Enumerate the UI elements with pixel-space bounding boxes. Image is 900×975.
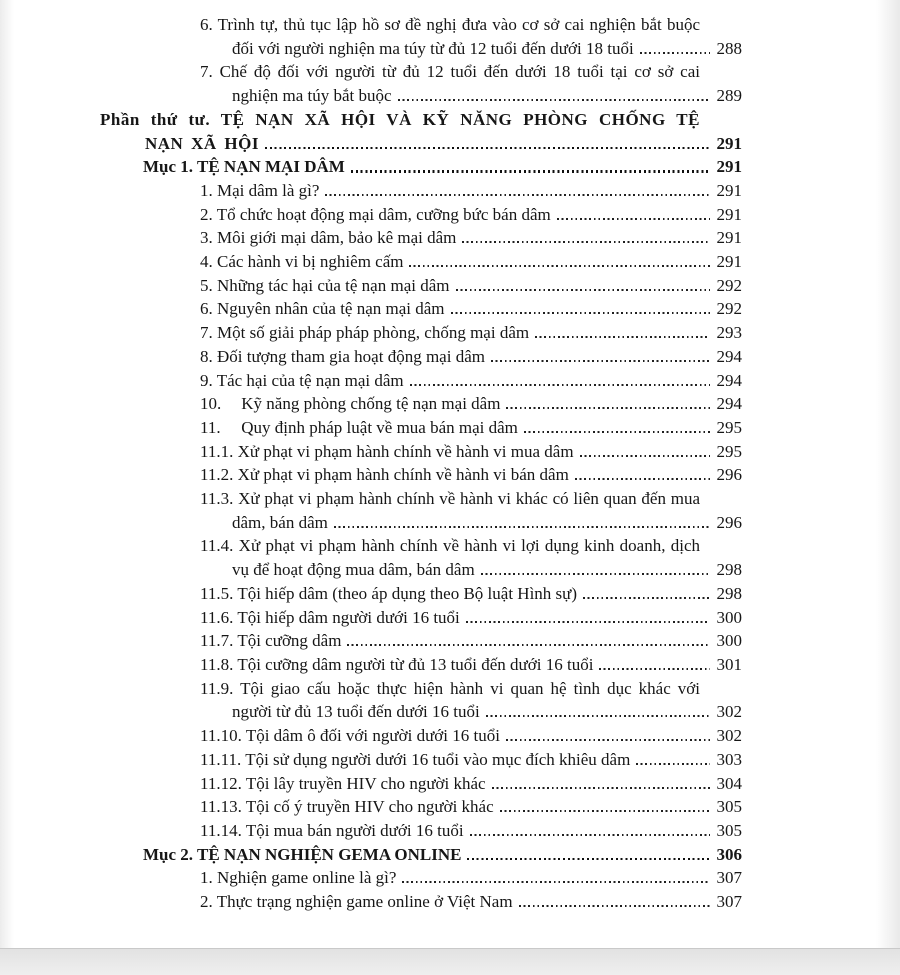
toc-entry [200, 677, 742, 724]
toc-entry [200, 653, 742, 677]
page-number: 291 [716, 204, 742, 224]
toc-entry [200, 748, 742, 772]
page-number: 292 [716, 275, 742, 295]
page-number: 303 [716, 749, 742, 769]
entry-text [200, 772, 742, 796]
entry-title: Tội cưỡng dâm [237, 631, 342, 651]
entry-text [200, 890, 742, 914]
entry-label: Mục 2. [143, 844, 194, 864]
entry-text [200, 748, 742, 772]
dot-leader [351, 170, 710, 172]
dot-leader [640, 52, 710, 54]
entry-title: Chế độ đối với người từ đủ 12 tuổi đến dưới 18 tuổi tại cơ sở cai nghiện ma túy bắt buộc [219, 62, 701, 106]
dot-leader [506, 407, 709, 409]
entry-text [200, 795, 742, 819]
entry-label: 11.1. [200, 441, 234, 461]
entry-text [200, 203, 742, 227]
entry-label: 5. [200, 275, 213, 295]
entry-title: Đối tượng tham gia hoạt động mại dâm [217, 346, 485, 366]
dot-leader [636, 763, 709, 765]
entry-label: 1. [200, 868, 213, 888]
entry-text [200, 866, 742, 890]
toc-entry [100, 108, 742, 155]
entry-title: Xử phạt vi phạm hành chính về hành vi lợi dụng kinh doanh, dịch vụ để hoạt động mua dâm, bán dâm [232, 536, 701, 580]
entry-title: TỆ NẠN NGHIỆN GEMA ONLINE [197, 844, 462, 864]
toc-entry [200, 487, 742, 534]
page-number: 291 [716, 157, 742, 177]
toc-entry [143, 155, 742, 179]
page-number: 295 [716, 441, 742, 461]
entry-title: Quy định pháp luật về mua bán mại dâm [241, 417, 518, 437]
entry-label: 2. [200, 204, 213, 224]
page-number: 289 [716, 86, 742, 106]
dot-leader [481, 573, 710, 575]
entry-label: 11.5. [200, 583, 234, 603]
entry-text [200, 297, 742, 321]
entry-text [200, 416, 742, 440]
entry-text [200, 582, 742, 606]
page-number: 291 [716, 228, 742, 248]
page-edge-right [876, 0, 900, 948]
entry-label: 11.14. [200, 820, 242, 840]
entry-title: Thực trạng nghiện game online ở Việt Nam [216, 892, 513, 912]
toc-entry [200, 274, 742, 298]
page-number: 300 [716, 631, 742, 651]
entry-label: 4. [200, 252, 213, 272]
entry-title: Kỹ năng phòng chống tệ nạn mại dâm [241, 394, 501, 414]
entry-label: 9. [200, 370, 213, 390]
entry-label: 11.10. [200, 726, 242, 746]
page-number: 300 [716, 607, 742, 627]
page-number: 294 [716, 346, 742, 366]
entry-label: 11.3. [200, 489, 234, 509]
entry-title: Tổ chức hoạt động mại dâm, cưỡng bức bán dâm [216, 204, 551, 224]
toc-entry [200, 724, 742, 748]
toc-entry [200, 60, 742, 107]
entry-title: Tội cố ý truyền HIV cho người khác [245, 797, 494, 817]
page-number: 294 [716, 370, 742, 390]
entry-text [200, 274, 742, 298]
entry-title: Tội hiếp dâm người dưới 16 tuổi [237, 607, 460, 627]
entry-label: 11.13. [200, 797, 242, 817]
entry-text [200, 653, 742, 677]
page-number: 307 [716, 892, 742, 912]
entry-text [200, 392, 742, 416]
entry-text [200, 250, 742, 274]
entry-title: Tội giao cấu hoặc thực hiện hành vi quan hệ tình dục khác với người từ đủ 13 tuổi đến dưới 16 tuổi [232, 678, 700, 722]
entry-title: Các hành vi bị nghiêm cấm [217, 252, 404, 272]
page-number: 302 [716, 702, 742, 722]
toc-entry [200, 606, 742, 630]
entry-label: Phần thứ tư. [100, 109, 211, 129]
dot-leader [580, 455, 710, 457]
dot-leader [334, 526, 710, 528]
toc-entry [143, 843, 742, 867]
entry-title: Xử phạt vi phạm hành chính về hành vi khác có liên quan đến mua dâm, bán dâm [232, 489, 700, 532]
entry-label: 2. [200, 892, 213, 912]
entry-label: 7. [200, 62, 213, 82]
entry-label: 6. [200, 299, 213, 319]
entry-label: 10. [200, 394, 222, 414]
dot-leader [402, 881, 709, 883]
page-number: 291 [716, 180, 742, 200]
dot-leader [347, 644, 709, 646]
toc-entry [200, 226, 742, 250]
toc-entry [200, 321, 742, 345]
entry-text [200, 369, 742, 393]
page-number: 296 [716, 512, 742, 532]
dot-leader [557, 218, 710, 220]
entry-text [143, 843, 742, 867]
entry-label: 11.12. [200, 773, 242, 793]
entry-text [143, 155, 742, 179]
toc-entry [200, 179, 742, 203]
entry-title: Những tác hại của tệ nạn mại dâm [217, 275, 450, 295]
dot-leader [491, 360, 710, 362]
toc-entry [200, 890, 742, 914]
entry-title: Môi giới mại dâm, bảo kê mại dâm [217, 228, 457, 248]
entry-title: Xử phạt vi phạm hành chính về hành vi mua dâm [237, 441, 574, 461]
entry-label: 1. [200, 180, 213, 200]
toc-entry [200, 416, 742, 440]
entry-title: Tác hại của tệ nạn mại dâm [216, 370, 404, 390]
entry-label: 11.7. [200, 631, 234, 651]
entry-title: TỆ NẠN XÃ HỘI VÀ KỸ NĂNG PHÒNG CHỐNG TỆ NẠN XÃ HỘI [145, 109, 700, 153]
toc-entry [200, 819, 742, 843]
dot-leader [492, 787, 710, 789]
page-number: 302 [716, 726, 742, 746]
entry-text [200, 345, 742, 369]
entry-text [200, 629, 742, 653]
entry-label: 8. [200, 346, 213, 366]
entry-title: Tội sử dụng người dưới 16 tuổi vào mục đích khiêu dâm [245, 749, 631, 769]
page-number: 293 [716, 323, 742, 343]
entry-title: Xử phạt vi phạm hành chính về hành vi bán dâm [237, 465, 569, 485]
dot-leader [524, 431, 710, 433]
entry-label: 11.2. [200, 465, 234, 485]
page-number: 291 [716, 252, 742, 272]
dot-leader [466, 621, 710, 623]
page-number: 288 [716, 38, 742, 58]
entry-text [200, 724, 742, 748]
toc-list [100, 13, 742, 914]
entry-title: Một số giải pháp pháp phòng, chống mại dâm [217, 323, 530, 343]
entry-label: Mục 1. [143, 157, 194, 177]
toc-entry [200, 392, 742, 416]
toc-entry [200, 440, 742, 464]
entry-label: 11.11. [200, 749, 242, 769]
dot-leader [265, 147, 710, 149]
entry-text [200, 463, 742, 487]
toc-entry [200, 795, 742, 819]
entry-title: Mại dâm là gì? [217, 180, 320, 200]
page-number: 295 [716, 417, 742, 437]
entry-label: 3. [200, 228, 213, 248]
entry-title: Nguyên nhân của tệ nạn mại dâm [217, 299, 445, 319]
toc-entry [200, 369, 742, 393]
dot-leader [451, 312, 710, 314]
page-number: 305 [716, 820, 742, 840]
dot-leader [467, 858, 709, 860]
entry-title: Tội lây truyền HIV cho người khác [245, 773, 486, 793]
page-number: 301 [716, 654, 742, 674]
page-number: 305 [716, 797, 742, 817]
entry-title: Tội mua bán người dưới 16 tuổi [245, 820, 464, 840]
entry-label: 11.9. [200, 678, 234, 698]
page-edge-left [0, 0, 14, 948]
entry-label: 11.8. [200, 654, 234, 674]
toc-entry [200, 345, 742, 369]
toc-entry [200, 13, 742, 60]
toc-entry [200, 629, 742, 653]
entry-label: 11.6. [200, 607, 234, 627]
entry-label: 7. [200, 323, 213, 343]
entry-text [200, 606, 742, 630]
toc-entry [200, 297, 742, 321]
page-number: 298 [716, 583, 742, 603]
page-number: 294 [716, 394, 742, 414]
dot-leader [506, 739, 710, 741]
page-number: 306 [716, 844, 742, 864]
entry-text [200, 819, 742, 843]
entry-label: 11. [200, 417, 221, 437]
dot-leader [583, 597, 709, 599]
entry-title: Tội cưỡng dâm người từ đủ 13 tuổi đến dưới 16 tuổi [237, 654, 594, 674]
entry-title: Trình tự, thủ tục lập hồ sơ đề nghị đưa vào cơ sở cai nghiện bắt buộc đối với người nghiện ma túy từ đủ 12 tuổi đến dưới 18 tuổi [217, 15, 700, 58]
entry-title: TỆ NẠN MẠI DÂM [197, 157, 345, 177]
dot-leader [575, 478, 710, 480]
dot-leader [519, 905, 710, 907]
toc-entry [200, 582, 742, 606]
toc-entry [200, 203, 742, 227]
entry-text [200, 226, 742, 250]
entry-title: Tội dâm ô đối với người dưới 16 tuổi [245, 726, 500, 746]
entry-label: 6. [200, 15, 213, 34]
toc-entry [200, 772, 742, 796]
dot-leader [456, 289, 710, 291]
entry-title: Tội hiếp dâm (theo áp dụng theo Bộ luật Hình sự) [237, 583, 578, 603]
entry-text [200, 179, 742, 203]
page-number: 298 [716, 560, 742, 580]
page-number: 291 [716, 133, 742, 153]
dot-leader [462, 241, 709, 243]
entry-title: Nghiện game online là gì? [217, 868, 397, 888]
dot-leader [599, 668, 709, 670]
dot-leader [470, 834, 710, 836]
toc-entry [200, 463, 742, 487]
page-number: 304 [716, 773, 742, 793]
dot-leader [486, 715, 710, 717]
toc-entry [200, 250, 742, 274]
dot-leader [409, 265, 709, 267]
page-number: 292 [716, 299, 742, 319]
dot-leader [535, 336, 709, 338]
entry-label: 11.4. [200, 536, 234, 556]
dot-leader [325, 194, 709, 196]
entry-text [200, 321, 742, 345]
dot-leader [398, 99, 710, 101]
entry-text [200, 440, 742, 464]
dot-leader [410, 384, 710, 386]
page-edge-bottom [0, 948, 900, 975]
toc-entry [200, 866, 742, 890]
page-number: 296 [716, 465, 742, 485]
dot-leader [500, 810, 710, 812]
page-number: 307 [716, 868, 742, 888]
toc-entry [200, 534, 742, 581]
